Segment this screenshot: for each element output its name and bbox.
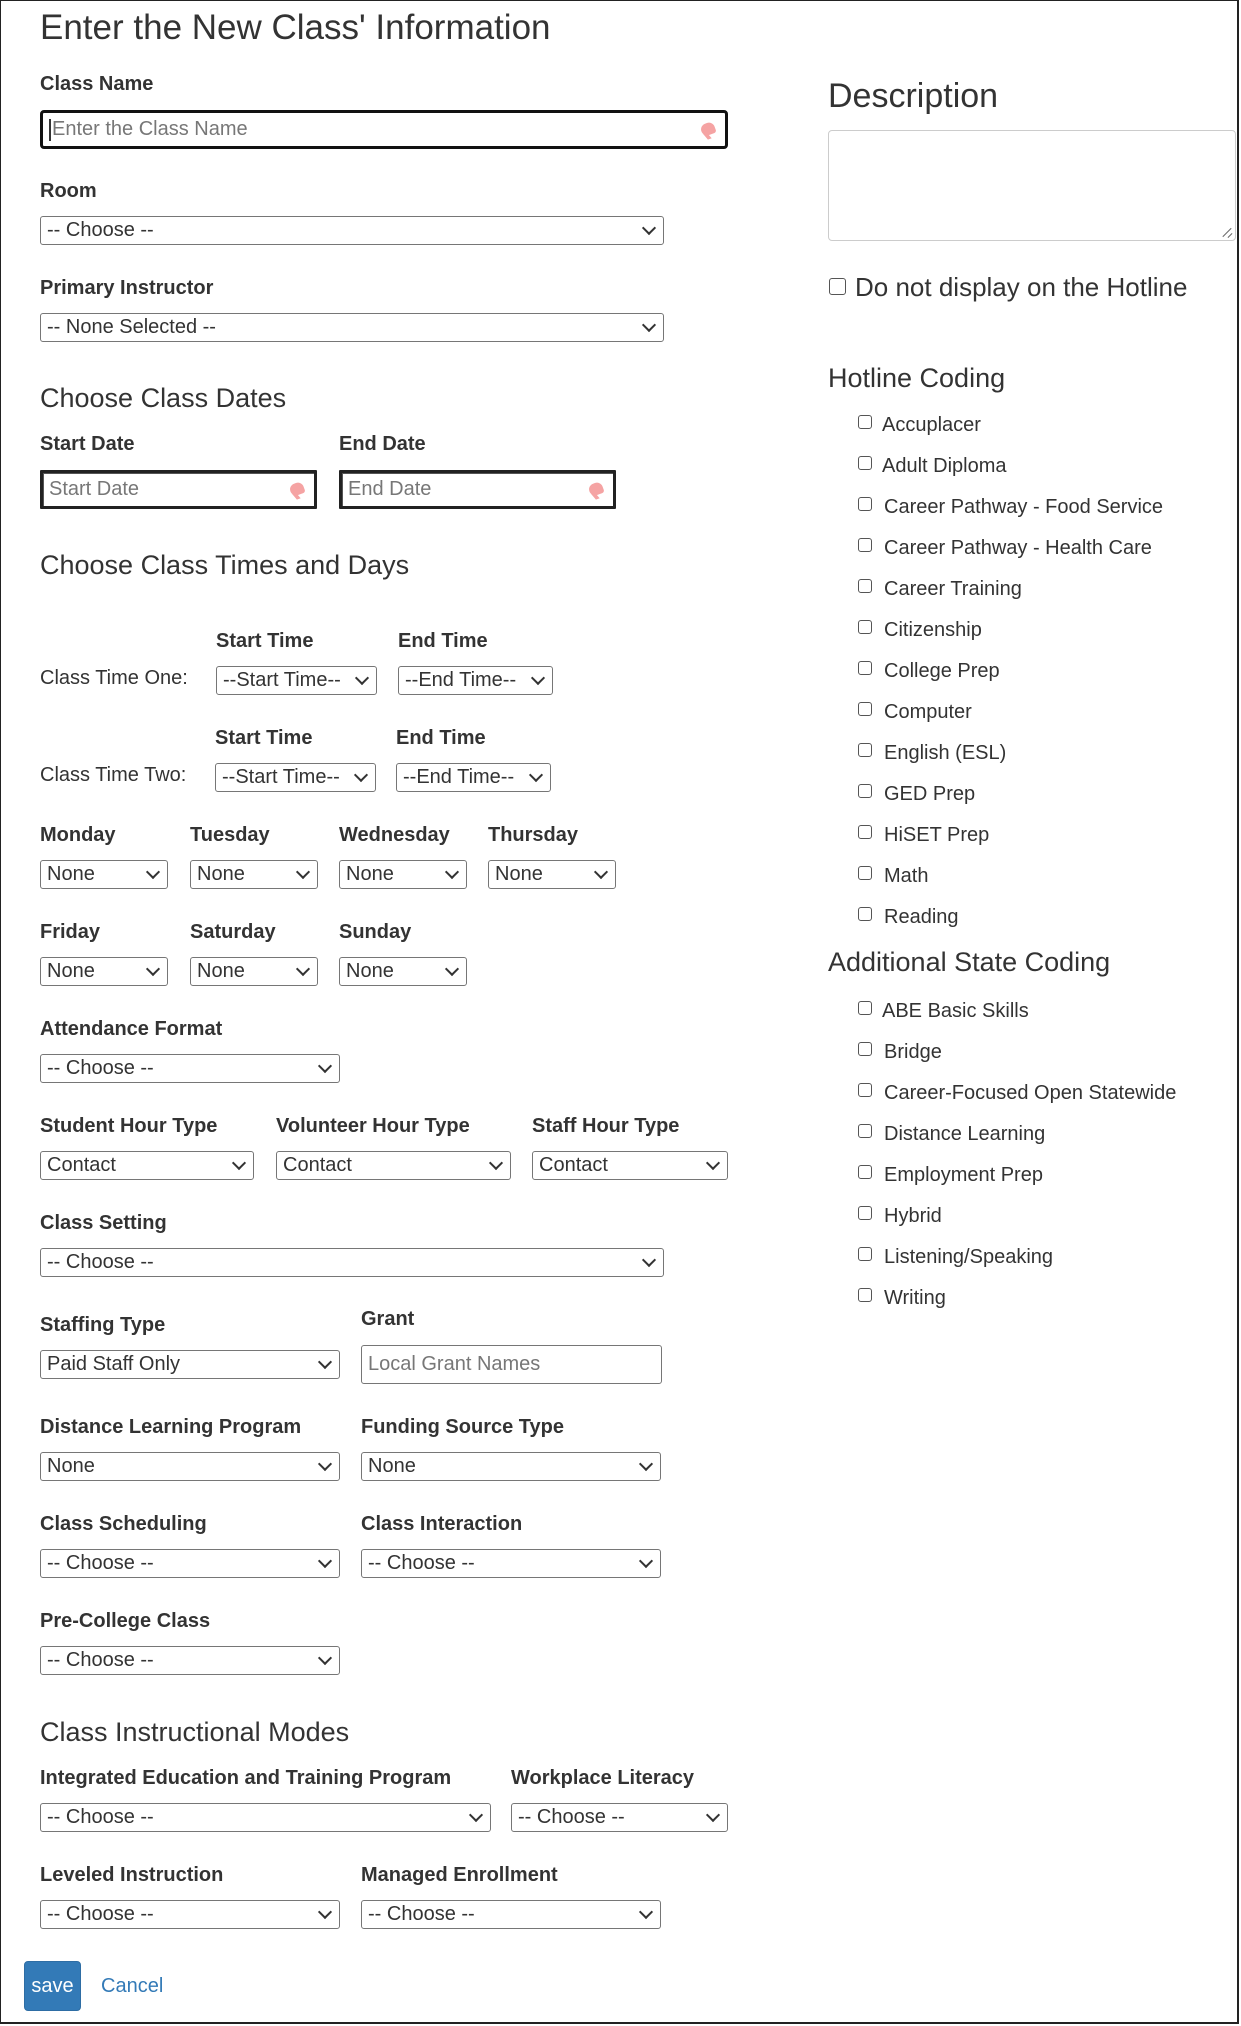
instructional-modes-heading: Class Instructional Modes: [40, 1717, 350, 1747]
staffing-type-label: Staffing Type: [40, 1314, 166, 1336]
class-interaction-label: Class Interaction: [361, 1513, 523, 1535]
class-name-placeholder: Enter the Class Name: [52, 118, 248, 140]
chevron-down-icon: [639, 1457, 653, 1471]
saturday-value: None: [197, 960, 245, 982]
grant-placeholder: Local Grant Names: [368, 1353, 541, 1375]
time-one-start-label: Start Time: [216, 630, 314, 652]
chevron-down-icon: [639, 1905, 653, 1919]
chevron-down-icon: [642, 1253, 656, 1267]
room-label: Room: [40, 180, 97, 202]
distance-learning-program-label: Distance Learning Program: [40, 1416, 302, 1438]
chevron-down-icon: [639, 1554, 653, 1568]
sunday-label: Sunday: [339, 921, 412, 943]
chevron-down-icon: [642, 221, 656, 235]
time-one-start-select[interactable]: [216, 666, 377, 695]
state-item-label: Employment Prep: [884, 1164, 1043, 1186]
iet-program-select[interactable]: [40, 1803, 491, 1832]
primary-instructor-selected-value: -- None Selected --: [47, 316, 216, 338]
chevron-down-icon: [445, 865, 459, 879]
additional-state-coding-heading: Additional State Coding: [828, 947, 1111, 977]
staff-hour-type-label: Staff Hour Type: [532, 1115, 680, 1137]
required-pin-icon: [587, 481, 604, 497]
state-checkbox-abe-basic-skills[interactable]: [858, 1001, 872, 1015]
student-hour-type-value: Contact: [47, 1154, 116, 1176]
time-two-start-select[interactable]: [215, 763, 376, 792]
state-checkbox-writing[interactable]: [858, 1288, 872, 1302]
state-item-label: Hybrid: [884, 1205, 942, 1227]
state-checkbox-career-focused-open-statewide[interactable]: [858, 1083, 872, 1097]
chevron-down-icon: [642, 318, 656, 332]
saturday-label: Saturday: [190, 921, 276, 943]
tuesday-select[interactable]: [190, 860, 318, 889]
pre-college-class-select[interactable]: [40, 1646, 340, 1675]
leveled-instruction-value: -- Choose --: [47, 1903, 154, 1925]
hotline-checkbox-career-pathway-food-service[interactable]: [858, 497, 872, 511]
class-interaction-value: -- Choose --: [368, 1552, 475, 1574]
time-two-row-label: Class Time Two:: [40, 764, 187, 786]
chevron-down-icon: [529, 768, 543, 782]
save-button[interactable]: save: [24, 1961, 81, 2011]
state-item-label: Bridge: [884, 1041, 942, 1063]
class-setting-select[interactable]: [40, 1248, 664, 1277]
end-date-placeholder: End Date: [348, 478, 432, 500]
state-checkbox-distance-learning[interactable]: [858, 1124, 872, 1138]
start-date-input[interactable]: [40, 470, 317, 509]
hotline-checkbox-adult-diploma[interactable]: [858, 456, 872, 470]
state-checkbox-bridge[interactable]: [858, 1042, 872, 1056]
managed-enrollment-label: Managed Enrollment: [361, 1864, 558, 1886]
grant-label: Grant: [361, 1308, 415, 1330]
class-scheduling-select[interactable]: [40, 1549, 340, 1578]
chevron-down-icon: [594, 865, 608, 879]
time-two-end-value: --End Time--: [403, 766, 515, 788]
hotline-checkbox-reading[interactable]: [858, 907, 872, 921]
class-name-label: Class Name: [40, 73, 154, 95]
thursday-value: None: [495, 863, 543, 885]
text-caret: [49, 119, 51, 141]
hotline-item-label: HiSET Prep: [884, 824, 990, 846]
class-setting-label: Class Setting: [40, 1212, 167, 1234]
pre-college-class-value: -- Choose --: [47, 1649, 154, 1671]
workplace-literacy-value: -- Choose --: [518, 1806, 625, 1828]
start-date-label: Start Date: [40, 433, 135, 455]
class-setting-value: -- Choose --: [47, 1251, 154, 1273]
chevron-down-icon: [445, 962, 459, 976]
end-date-label: End Date: [339, 433, 426, 455]
student-hour-type-select[interactable]: [40, 1151, 254, 1180]
state-item-label: ABE Basic Skills: [882, 1000, 1029, 1022]
time-one-end-value: --End Time--: [405, 669, 517, 691]
hotline-item-label: Accuplacer: [882, 414, 981, 436]
chevron-down-icon: [318, 1651, 332, 1665]
hotline-item-label: Computer: [884, 701, 972, 723]
required-pin-icon: [288, 481, 305, 497]
monday-label: Monday: [40, 824, 116, 846]
staffing-type-value: Paid Staff Only: [47, 1353, 181, 1375]
description-heading: Description: [828, 77, 999, 115]
class-times-heading: Choose Class Times and Days: [40, 550, 410, 580]
chevron-down-icon: [706, 1808, 720, 1822]
distance-learning-program-value: None: [47, 1455, 95, 1477]
distance-learning-program-select[interactable]: [40, 1452, 340, 1481]
time-two-start-value: --Start Time--: [222, 766, 340, 788]
wednesday-value: None: [346, 863, 394, 885]
chevron-down-icon: [469, 1808, 483, 1822]
cancel-link[interactable]: Cancel: [101, 1975, 164, 1997]
hotline-checkbox-hiset-prep[interactable]: [858, 825, 872, 839]
pre-college-class-label: Pre-College Class: [40, 1610, 211, 1632]
wednesday-label: Wednesday: [339, 824, 450, 846]
state-item-label: Writing: [884, 1287, 946, 1309]
hotline-toggle-label: Do not display on the Hotline: [855, 272, 1188, 302]
hotline-checkbox-career-pathway-health-care[interactable]: [858, 538, 872, 552]
primary-instructor-label: Primary Instructor: [40, 277, 214, 299]
sunday-select[interactable]: [339, 957, 467, 986]
chevron-down-icon: [706, 1156, 720, 1170]
hotline-toggle-checkbox[interactable]: [829, 278, 846, 295]
leveled-instruction-label: Leveled Instruction: [40, 1864, 224, 1886]
tuesday-label: Tuesday: [190, 824, 270, 846]
hotline-checkbox-college-prep[interactable]: [858, 661, 872, 675]
hotline-item-label: GED Prep: [884, 783, 976, 805]
staff-hour-type-select[interactable]: [532, 1151, 728, 1180]
managed-enrollment-select[interactable]: [361, 1900, 661, 1929]
hotline-checkbox-ged-prep[interactable]: [858, 784, 872, 798]
hotline-item-label: Math: [884, 865, 929, 887]
workplace-literacy-select[interactable]: [511, 1803, 728, 1832]
tuesday-value: None: [197, 863, 245, 885]
volunteer-hour-type-label: Volunteer Hour Type: [276, 1115, 470, 1137]
time-two-end-label: End Time: [396, 727, 486, 749]
attendance-format-select[interactable]: [40, 1054, 340, 1083]
state-checkbox-listening-speaking[interactable]: [858, 1247, 872, 1261]
chevron-down-icon: [354, 768, 368, 782]
hotline-item-label: College Prep: [884, 660, 1000, 682]
staffing-type-select[interactable]: [40, 1350, 340, 1379]
time-one-end-label: End Time: [398, 630, 488, 652]
primary-instructor-select[interactable]: [40, 313, 664, 342]
volunteer-hour-type-select[interactable]: [276, 1151, 511, 1180]
chevron-down-icon: [296, 962, 310, 976]
friday-label: Friday: [40, 921, 101, 943]
hotline-checkbox-citizenship[interactable]: [858, 620, 872, 634]
end-date-input[interactable]: [339, 470, 616, 509]
hotline-item-label: English (ESL): [884, 742, 1007, 764]
funding-source-type-select[interactable]: [361, 1452, 661, 1481]
chevron-down-icon: [318, 1905, 332, 1919]
time-one-end-select[interactable]: [398, 666, 553, 695]
thursday-select[interactable]: [488, 860, 616, 889]
state-item-label: Distance Learning: [884, 1123, 1046, 1145]
chevron-down-icon: [232, 1156, 246, 1170]
iet-program-value: -- Choose --: [47, 1806, 154, 1828]
hotline-item-label: Reading: [884, 906, 959, 928]
chevron-down-icon: [489, 1156, 503, 1170]
wednesday-select[interactable]: [339, 860, 467, 889]
state-checkbox-hybrid[interactable]: [858, 1206, 872, 1220]
required-pin-icon: [699, 121, 716, 137]
staff-hour-type-value: Contact: [539, 1154, 608, 1176]
attendance-format-value: -- Choose --: [47, 1057, 154, 1079]
time-one-start-value: --Start Time--: [223, 669, 341, 691]
hotline-item-label: Career Training: [884, 578, 1022, 600]
class-dates-heading: Choose Class Dates: [40, 383, 287, 413]
hotline-checkbox-accuplacer[interactable]: [858, 415, 872, 429]
room-selected-value: -- Choose --: [47, 219, 154, 241]
chevron-down-icon: [296, 865, 310, 879]
leveled-instruction-select[interactable]: [40, 1900, 340, 1929]
chevron-down-icon: [531, 671, 545, 685]
volunteer-hour-type-value: Contact: [283, 1154, 352, 1176]
description-textarea[interactable]: [828, 130, 1236, 241]
chevron-down-icon: [146, 865, 160, 879]
start-date-placeholder: Start Date: [49, 478, 140, 500]
class-name-input[interactable]: [40, 110, 728, 149]
state-item-label: Career-Focused Open Statewide: [884, 1082, 1177, 1104]
chevron-down-icon: [318, 1457, 332, 1471]
hotline-coding-heading: Hotline Coding: [828, 363, 1006, 393]
workplace-literacy-label: Workplace Literacy: [511, 1767, 695, 1789]
managed-enrollment-value: -- Choose --: [368, 1903, 475, 1925]
hotline-item-label: Citizenship: [884, 619, 982, 641]
state-item-label: Listening/Speaking: [884, 1246, 1054, 1268]
chevron-down-icon: [355, 671, 369, 685]
funding-source-type-value: None: [368, 1455, 416, 1477]
time-two-start-label: Start Time: [215, 727, 313, 749]
friday-value: None: [47, 960, 95, 982]
hotline-checkbox-computer[interactable]: [858, 702, 872, 716]
room-select[interactable]: [40, 216, 664, 245]
hotline-item-label: Career Pathway - Food Service: [884, 496, 1164, 518]
monday-select[interactable]: [40, 860, 168, 889]
sunday-value: None: [346, 960, 394, 982]
hotline-checkbox-career-training[interactable]: [858, 579, 872, 593]
funding-source-type-label: Funding Source Type: [361, 1416, 564, 1438]
hotline-item-label: Career Pathway - Health Care: [884, 537, 1152, 559]
chevron-down-icon: [318, 1355, 332, 1369]
saturday-select[interactable]: [190, 957, 318, 986]
page-title: Enter the New Class' Information: [40, 8, 551, 47]
chevron-down-icon: [318, 1554, 332, 1568]
hotline-checkbox-math[interactable]: [858, 866, 872, 880]
student-hour-type-label: Student Hour Type: [40, 1115, 218, 1137]
thursday-label: Thursday: [488, 824, 579, 846]
time-one-row-label: Class Time One:: [40, 667, 188, 689]
monday-value: None: [47, 863, 95, 885]
state-checkbox-employment-prep[interactable]: [858, 1165, 872, 1179]
class-scheduling-value: -- Choose --: [47, 1552, 154, 1574]
iet-program-label: Integrated Education and Training Program: [40, 1767, 452, 1789]
class-interaction-select[interactable]: [361, 1549, 661, 1578]
chevron-down-icon: [318, 1059, 332, 1073]
class-scheduling-label: Class Scheduling: [40, 1513, 207, 1535]
resize-grip-icon[interactable]: [1222, 227, 1232, 237]
friday-select[interactable]: [40, 957, 168, 986]
hotline-checkbox-english-esl[interactable]: [858, 743, 872, 757]
time-two-end-select[interactable]: [396, 763, 551, 792]
hotline-item-label: Adult Diploma: [882, 455, 1007, 477]
attendance-format-label: Attendance Format: [40, 1018, 223, 1040]
grant-input[interactable]: [361, 1345, 662, 1384]
chevron-down-icon: [146, 962, 160, 976]
